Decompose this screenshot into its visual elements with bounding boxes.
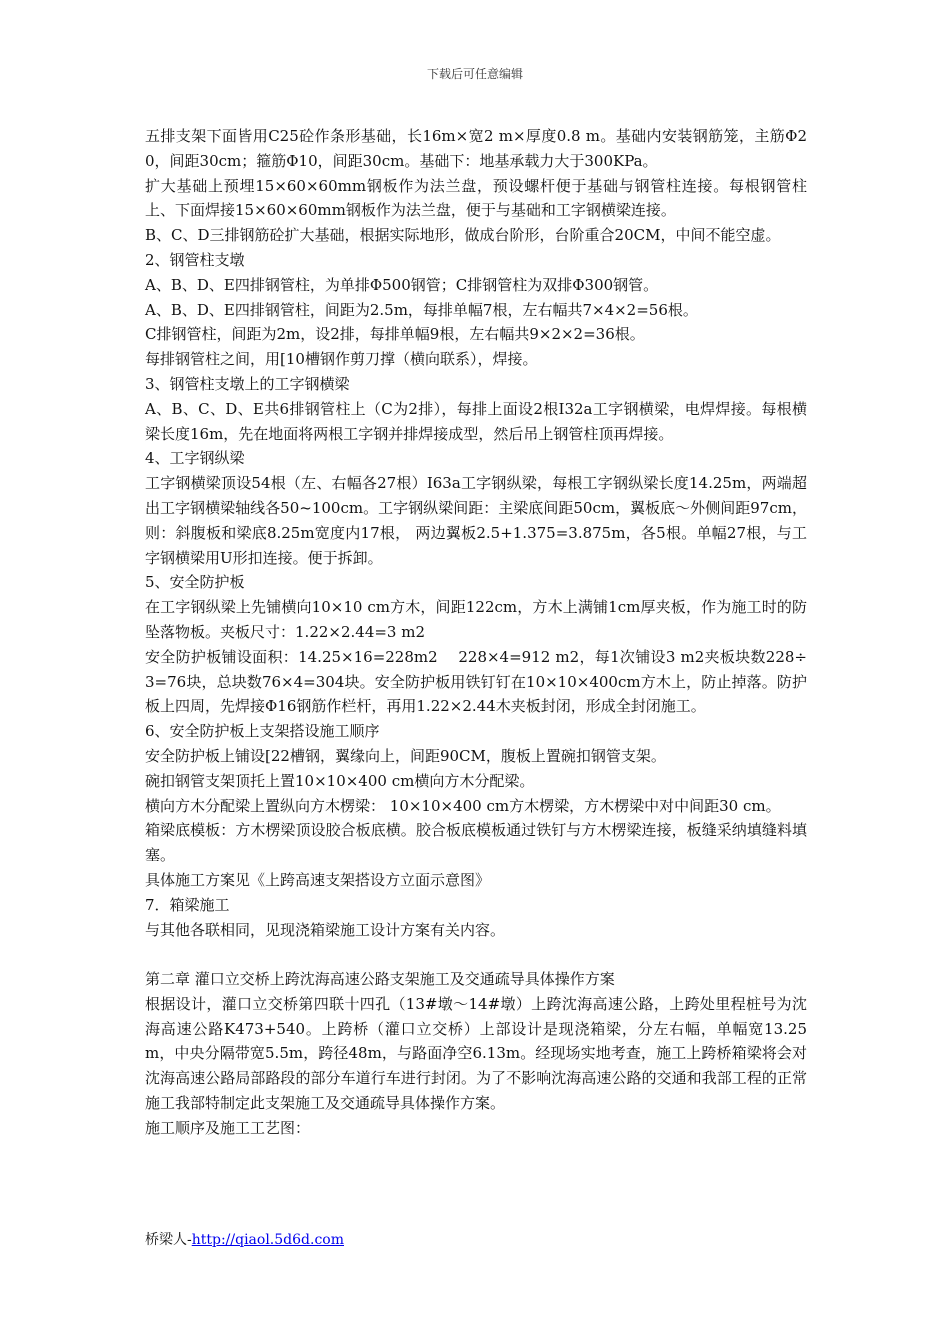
paragraph: 在工字钢纵梁上先铺横向10×10 cm方木，间距122cm，方木上满铺1cm厚夹板，作为施工时的防坠落物板。夹板尺寸：1.22×2.44=3 m2	[145, 598, 807, 641]
paragraph: 碗扣钢管支架顶托上置10×10×400 cm横向方木分配梁。	[145, 771, 535, 790]
paragraph: 安全防护板铺设面积：14.25×16=228m2 228×4=912 m2，每1次铺设3 m2夹板块数228÷3=76块，总块数76×4=304块。安全防护板用铁钉钉在10×10×400cm方木上，防止掉落。防护板上四周，先焊接Φ16钢筋作栏杆，再用1.22×2.44木夹板封闭，形成全封闭施工。	[145, 647, 807, 716]
paragraph: 五排支架下面皆用C25砼作条形基础，长16m×宽2 m×厚度0.8 m。基础内安装钢筋笼，主筋Φ20，间距30cm；箍筋Φ10，间距30cm。基础下：地基承载力大于300KPa。	[145, 127, 807, 170]
paragraph: 箱梁底模板：方木楞梁顶设胶合板底横。胶合板底模板通过铁钉与方木楞梁连接，板缝采纳填缝料填塞。	[145, 821, 807, 865]
paragraph: 根据设计，灌口立交桥第四联十四孔（13#墩～14#墩）上跨沈海高速公路，上跨处里程桩号为沈海高速公路K473+540。上跨桥（灌口立交桥）上部设计是现浇箱梁，分左右幅，单幅宽13.25m，中央分隔带宽5.5m，跨径48m，与路面净空6.13m。经现场实地考查，施工上跨桥箱梁将会对沈海高速公路局部路段的部分车道行车进行封闭。为了不影响沈海高速公路的交通和我部工程的正常施工我部特制定此支架施工及交通疏导具体操作方案。	[145, 994, 807, 1113]
paragraph: C排钢管柱，间距为2m，设2排，每排单幅9根，左右幅共9×2×2=36根。	[145, 325, 645, 344]
paragraph: 安全防护板上铺设[22槽钢，翼缘向上，间距90CM，腹板上置碗扣钢管支架。	[145, 746, 666, 765]
paragraph: 每排钢管柱之间，用[10槽钢作剪刀撑（横向联系），焊接。	[145, 350, 538, 369]
section-heading: 6、安全防护板上支架搭设施工顺序	[145, 722, 380, 741]
section-heading: 5、安全防护板	[145, 573, 245, 592]
paragraph: 横向方木分配梁上置纵向方木楞梁： 10×10×400 cm方木楞梁，方木楞梁中对中间距30 cm。	[145, 796, 781, 815]
section-heading: 2、钢管柱支墩	[145, 250, 245, 269]
paragraph: 扩大基础上预埋15×60×60mm钢板作为法兰盘，预设螺杆便于基础与钢管柱连接。每根钢管柱上、下面焊接15×60×60mm钢板作为法兰盘，便于与基础和工字钢横梁连接。	[145, 176, 807, 220]
section-heading: 7．箱梁施工	[145, 895, 230, 914]
paragraph: 具体施工方案见《上跨高速支架搭设方立面示意图》	[145, 870, 491, 889]
page-header: 下载后可任意编辑	[426, 67, 523, 81]
paragraph: 施工顺序及施工工艺图：	[145, 1118, 311, 1137]
chapter-heading: 第二章 灌口立交桥上跨沈海高速公路支架施工及交通疏导具体操作方案	[145, 970, 615, 989]
paragraph: A、B、D、E四排钢管柱，为单排Φ500钢管；C排钢管柱为双排Φ300钢管。	[145, 275, 659, 294]
paragraph: 工字钢横梁顶设54根（左、右幅各27根）I63a工字钢纵梁，每根工字钢纵梁长度14.25m，两端超出工字钢横梁轴线各50~100cm。工字钢纵梁间距：主梁底间距50cm，翼板底～外侧间距97cm，则：斜腹板和梁底8.25m宽度内17根， 两边翼板2.5+1.375=3.875m，各5根。单幅27根，与工字钢横梁用U形扣连接。便于拆卸。	[145, 474, 807, 567]
paragraph: A、B、C、D、E共6排钢管柱上（C为2排），每排上面设2根I32a工字钢横梁，电焊焊接。每根横梁长度16m，先在地面将两根工字钢并排焊接成型，然后吊上钢管柱顶再焊接。	[145, 399, 807, 443]
section-heading: 4、工字钢纵梁	[145, 449, 245, 468]
page-footer	[145, 1230, 344, 1250]
section-heading: 3、钢管柱支墩上的工字钢横梁	[145, 374, 350, 393]
paragraph: B、C、D三排钢筋砼扩大基础，根据实际地形，做成台阶形，台阶重合20CM，中间不能空虚。	[145, 226, 781, 245]
footer-link[interactable]: http://qiaol.5d6d.com	[191, 1232, 344, 1248]
document-body	[145, 124, 807, 1141]
paragraph: A、B、D、E四排钢管柱，间距为2.5m，每排单幅7根，左右幅共7×4×2=56根。	[145, 300, 698, 319]
paragraph: 与其他各联相同，见现浇箱梁施工设计方案有关内容。	[145, 920, 506, 939]
footer-prefix: 桥梁人-	[145, 1232, 192, 1248]
